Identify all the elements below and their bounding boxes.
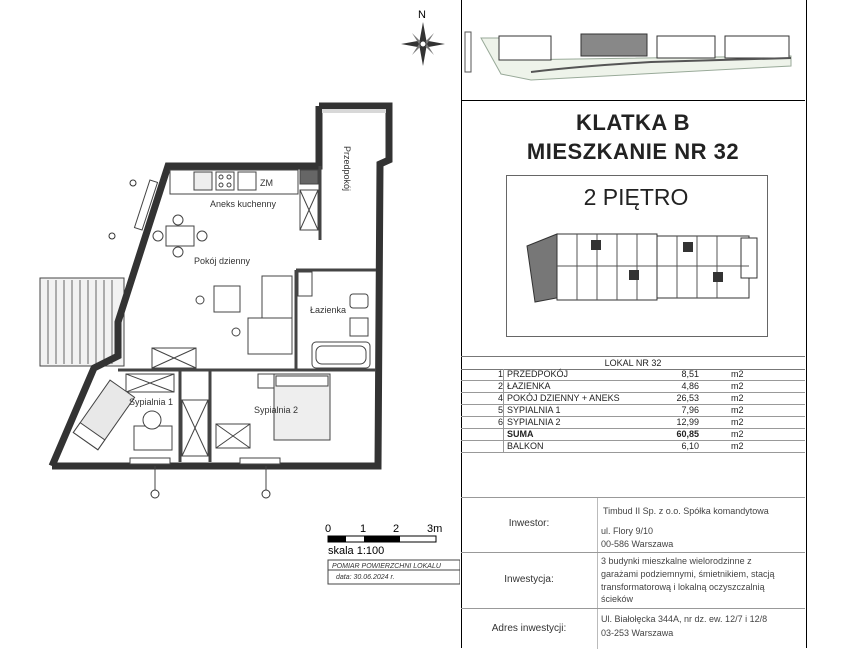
sofa — [196, 276, 292, 354]
row-number: 1 — [461, 369, 504, 380]
dining-table — [153, 215, 207, 257]
row-value: 26,53 — [676, 393, 699, 403]
stamp-line2: data: 30.06.2024 r. — [336, 574, 395, 581]
bedroom1-furniture — [73, 374, 208, 456]
row-name: SYPIALNIA 1 — [507, 405, 561, 415]
row-name: POKÓJ DZIENNY + ANEKS — [507, 393, 620, 403]
table-row — [461, 405, 805, 417]
row-name: BALKON — [507, 441, 544, 451]
table-row — [461, 369, 805, 381]
cabinet — [152, 348, 196, 368]
inwestor-line2: ul. Flory 9/10 — [601, 526, 654, 536]
window — [240, 458, 280, 464]
room-label-lazienka: Łazienka — [310, 305, 347, 315]
row-value: 7,96 — [681, 405, 699, 415]
room-label-przedpokoj: Przedpokój — [342, 146, 352, 192]
table-row — [461, 393, 805, 405]
site-plan — [461, 0, 805, 101]
area-table-title: LOKAL NR 32 — [461, 356, 805, 370]
table-row-total — [461, 429, 805, 441]
room-label-aneks: Aneks kuchenny — [210, 199, 277, 209]
compass-north-label: N — [418, 9, 426, 21]
row-name: PRZEDPOKÓJ — [507, 369, 569, 379]
inwestor-line1: Timbud II Sp. z o.o. Spółka komandytowa — [603, 506, 769, 516]
scale-tick-0: 0 — [325, 523, 332, 535]
row-name: SUMA — [507, 429, 534, 439]
row-value: 8,51 — [681, 369, 699, 379]
row-number: 5 — [461, 405, 504, 416]
bathroom-fixtures — [298, 272, 370, 368]
zm-label: ZM — [260, 178, 273, 188]
room-label-sypialnia1: Sypialnia 1 — [129, 397, 174, 407]
project-info — [461, 497, 805, 649]
header-line1: KLATKA B — [576, 110, 690, 135]
inwestor-line3: 00-586 Warszawa — [601, 539, 674, 549]
inwestor-label: Inwestor: — [508, 518, 550, 529]
row-unit: m2 — [731, 417, 744, 427]
row-name: SYPIALNIA 2 — [507, 417, 561, 427]
row-number: 4 — [461, 393, 504, 404]
row-name: ŁAZIENKA — [507, 381, 551, 391]
header-line2: MIESZKANIE NR 32 — [526, 139, 740, 164]
stamp-line1: POMIAR POWIERZCHNI LOKALU — [332, 563, 441, 570]
floor-title: 2 PIĘTRO — [583, 184, 689, 210]
scale-label: skala 1:100 — [328, 545, 385, 557]
scale-tick-1: 1 — [360, 523, 367, 535]
row-value: 6,10 — [681, 441, 699, 451]
adres-line2: 03-253 Warszawa — [601, 628, 674, 638]
row-unit: m2 — [731, 441, 744, 451]
compass-rose-icon — [401, 22, 445, 66]
row-value: 4,86 — [681, 381, 699, 391]
row-value: 12,99 — [676, 417, 699, 427]
balcony — [40, 278, 124, 366]
row-number: 2 — [461, 381, 504, 392]
table-row — [461, 381, 805, 393]
row-unit: m2 — [731, 381, 744, 391]
table-row — [461, 417, 805, 429]
inwestycja-label: Inwestycja: — [504, 574, 554, 585]
row-number — [461, 429, 504, 440]
inwestycja-line3: transformatorową i lokalną oczyszczalnią — [601, 582, 765, 592]
adres-label: Adres inwestycji: — [491, 623, 567, 634]
row-value: 60,85 — [676, 429, 699, 439]
scale-tick-2: 2 — [393, 523, 400, 535]
inwestycja-line1: 3 budynki mieszkalne wielorodzinne z — [601, 556, 752, 566]
row-number: 6 — [461, 417, 504, 428]
adres-line1: Ul. Białołęcka 344A, nr dz. ew. 12/7 i 12/8 — [601, 614, 768, 624]
room-label-sypialnia2: Sypialnia 2 — [254, 405, 299, 415]
inwestycja-line2: garażami podziemnymi, śmietnikiem, stacją — [601, 569, 775, 579]
row-unit: m2 — [731, 405, 744, 415]
room-label-pokoj: Pokój dzienny — [194, 256, 251, 266]
table-row — [461, 441, 805, 453]
row-unit: m2 — [731, 429, 744, 439]
window — [130, 458, 170, 464]
row-unit: m2 — [731, 393, 744, 403]
inwestycja-line4: ścieków — [601, 594, 634, 604]
scale-tick-3: 3m — [427, 523, 443, 535]
row-unit: m2 — [731, 369, 744, 379]
site-plan-drawing — [461, 0, 805, 100]
scale-bar — [328, 536, 436, 542]
row-number — [461, 441, 504, 452]
